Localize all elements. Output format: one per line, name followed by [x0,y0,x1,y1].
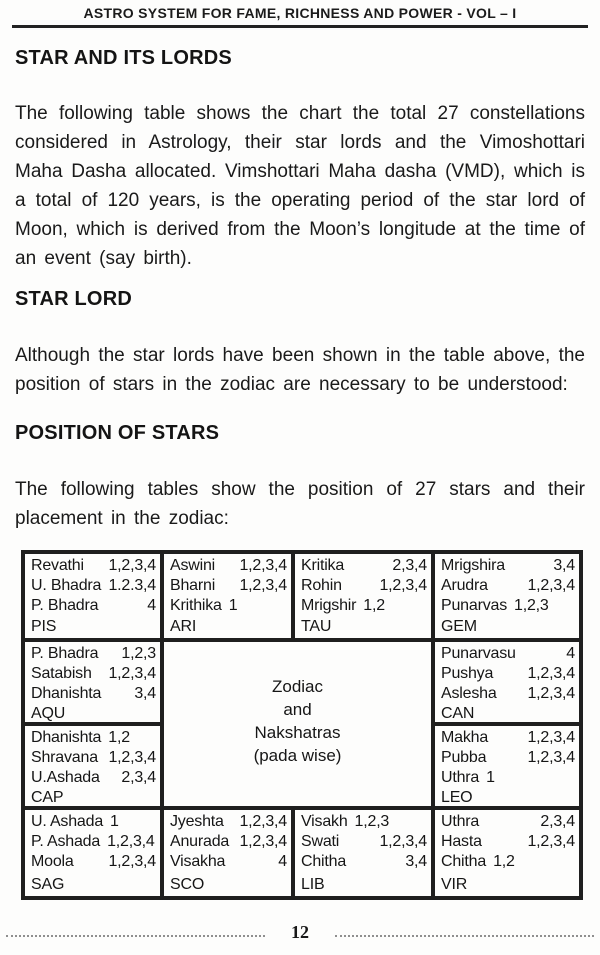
star-name: Uthra [441,813,480,830]
star-entry [441,576,575,596]
star-name: Chitha [301,853,347,870]
star-pada: 1,2,3 [121,645,156,662]
page-footer [0,922,600,943]
star-name: U. Ashada [31,813,104,830]
running-header-title: ASTRO SYSTEM FOR FAME, RICHNESS AND POWER - VOL – I [83,5,517,21]
star-name: Revathi [31,557,84,574]
star-pada: 1,2,3,4 [108,853,156,870]
star-entry [170,556,287,576]
star-entry [441,852,575,872]
zodiac-cell-aqu [23,640,162,724]
star-pada: 1,2,3,4 [108,665,156,682]
star-entry [441,832,575,852]
star-pada: 3,4 [134,685,156,702]
star-entry [441,728,575,748]
star-pada: 1,2,3,4 [527,749,575,766]
footer-rule-right [335,935,594,937]
star-pada: 1 [486,769,495,786]
zodiac-nakshatra-chart [21,550,583,900]
star-entry [31,664,156,684]
star-pada: 2,3,4 [392,557,427,574]
star-pada: 1,2,3,4 [379,577,427,594]
paragraph-position-of-stars: The following tables show the position of 27 stars and their placement in the zodiac: [15,479,585,529]
zodiac-cell-leo [433,724,581,808]
star-pada: 1,2,3,4 [527,685,575,702]
zodiac-cell-ari [162,552,293,640]
star-entry [31,596,156,616]
star-name: Visakh [301,813,348,830]
star-pada: 4 [147,597,156,614]
star-name: Pubba [441,749,487,766]
paragraph-star-and-its-lords: The following table shows the chart the total 27 constellations considered in Astrology, their star lords and the Vimoshottari Maha Dasha allocated. Vimshottari Maha dasha (VMD), which is a total of 120 years, is the operating period of the star lord of Moon, which is derived from the Moon’s longitude at the time of an event (say birth). [15,103,585,269]
zodiac-cell-lib [293,808,433,898]
star-entry [441,664,575,684]
page-number: 12 [291,922,309,942]
star-name: Jyeshta [170,813,224,830]
star-pada: 4 [566,645,575,662]
star-entry [31,728,156,748]
zodiac-sign-label: LEO [441,789,473,806]
paragraph-star-lord: Although the star lords have been shown in the table above, the position of stars in the zodiac are necessary to be understood: [15,345,585,395]
star-pada: 1,2 [493,853,515,870]
star-name: Punarvas [441,597,507,614]
star-name: Arudra [441,577,488,594]
star-name: P. Bhadra [31,597,99,614]
star-entry [301,556,427,576]
zodiac-sign-label: SCO [170,876,205,893]
star-entry [31,768,156,788]
star-name: Krithika [170,597,222,614]
star-name: Mrigshir [301,597,357,614]
zodiac-sign-label: PIS [31,618,57,635]
star-name: Anurada [170,833,230,850]
star-name: Dhanishta [31,685,102,702]
star-pada: 1,2,3,4 [527,665,575,682]
zodiac-sign-label: ARI [170,618,197,635]
star-name: Dhanishta [31,729,102,746]
star-entry [441,684,575,704]
star-pada: 1,2,3,4 [108,557,156,574]
star-name: Bharni [170,577,216,594]
star-name: Uthra [441,769,480,786]
footer-rule-left [6,935,265,937]
star-entry [31,852,156,872]
star-entry [31,644,156,664]
star-name: Shravana [31,749,98,766]
star-entry [301,812,427,832]
star-name: Pushya [441,665,494,682]
star-entry [170,832,287,852]
zodiac-sign-label: TAU [301,618,332,635]
star-entry [31,684,156,704]
zodiac-cell-gem [433,552,581,640]
star-pada: 1,2,3,4 [527,577,575,594]
star-pada: 1,2,3,4 [239,833,287,850]
star-entry [31,576,156,596]
star-name: Swati [301,833,340,850]
star-entry [301,832,427,852]
star-entry [441,748,575,768]
star-name: P. Ashada [31,833,101,850]
heading-star-and-its-lords: STAR AND ITS LORDS [15,47,232,69]
zodiac-sign-label: GEM [441,618,477,635]
star-pada: 1,2 [108,729,130,746]
star-pada: 4 [278,853,287,870]
star-pada: 1,2,3 [514,597,549,614]
star-pada: 1,2 [363,597,385,614]
star-entry [170,576,287,596]
center-line-2: and [283,700,312,719]
zodiac-sign-label: CAN [441,705,475,722]
star-entry [441,596,575,616]
star-entry [441,812,575,832]
star-pada: 1.2.3,4 [108,577,156,594]
star-name: Chitha [441,853,487,870]
star-entry [31,556,156,576]
star-entry [301,576,427,596]
star-name: Satabish [31,665,92,682]
star-pada: 2,3,4 [540,813,575,830]
star-name: Aslesha [441,685,497,702]
center-line-3: Nakshatras [254,723,341,742]
star-pada: 1,2,3,4 [379,833,427,850]
star-entry [301,852,427,872]
zodiac-cell-cap [23,724,162,808]
center-line-1: Zodiac [271,677,324,696]
star-pada: 1,2,3,4 [527,833,575,850]
star-name: U.Ashada [31,769,100,786]
zodiac-cell-sag [23,808,162,898]
heading-position-of-stars: POSITION OF STARS [15,422,220,444]
zodiac-cell-pis [23,552,162,640]
star-entry [301,596,427,616]
star-name: Makha [441,729,489,746]
star-entry [31,832,156,852]
star-name: Kritika [301,557,345,574]
header-rule [12,25,588,28]
star-pada: 1,2,3,4 [108,749,156,766]
zodiac-cell-tau [293,552,433,640]
star-name: Visakha [170,853,226,870]
chart-center-label [162,640,433,808]
star-pada: 1,2,3,4 [239,557,287,574]
star-pada: 1 [228,597,238,614]
star-pada: 2,3,4 [121,769,156,786]
star-name: Mrigshira [441,557,505,574]
zodiac-sign-label: CAP [31,789,64,806]
star-entry [441,556,575,576]
zodiac-cell-sco [162,808,293,898]
star-entry [31,748,156,768]
star-pada: 1,2,3,4 [527,729,575,746]
star-pada: 1,2,3,4 [107,833,155,850]
star-entry [170,596,287,616]
star-pada: 1,2,3,4 [239,577,287,594]
zodiac-sign-label: AQU [31,705,66,722]
heading-star-lord: STAR LORD [15,288,132,310]
star-name: P. Bhadra [31,645,99,662]
zodiac-cell-can [433,640,581,724]
zodiac-sign-label: LIB [301,876,325,893]
zodiac-cell-vir [433,808,581,898]
center-line-4: (pada wise) [253,746,342,765]
star-entry [170,812,287,832]
zodiac-sign-label: VIR [441,876,468,893]
star-entry [31,812,156,832]
zodiac-sign-label: SAG [31,876,65,893]
star-entry [441,644,575,664]
star-pada: 3,4 [405,853,427,870]
star-name: Punarvasu [441,645,516,662]
star-name: U. Bhadra [31,577,102,594]
star-name: Moola [31,853,74,870]
star-pada: 1,2,3 [354,813,390,830]
star-pada: 1,2,3,4 [239,813,287,830]
star-entry [441,768,575,788]
star-entry [170,852,287,872]
star-name: Aswini [170,557,216,574]
star-name: Rohin [301,577,342,594]
star-name: Hasta [441,833,482,850]
star-pada: 3,4 [553,557,575,574]
star-pada: 1 [110,813,119,830]
